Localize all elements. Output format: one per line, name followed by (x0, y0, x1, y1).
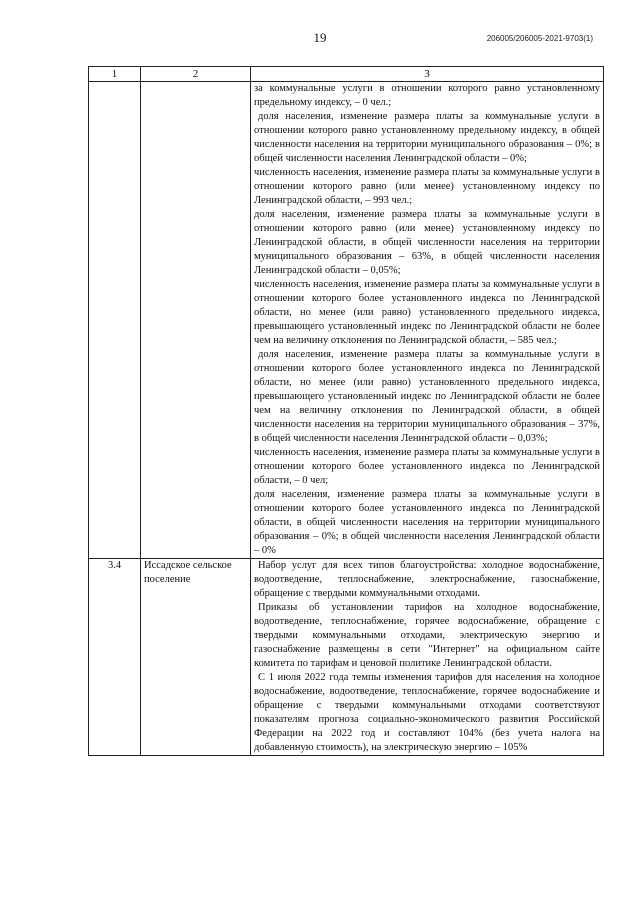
paragraph: Набор услуг для всех типов благоустройства: холодное водоснабжение, водоотведение, теплоснабжение, электроснабжение, газоснабжение, обращение с твердыми коммунальными отходами. (254, 560, 600, 599)
document-id: 206005/206005-2021-9703(1) (486, 34, 593, 43)
header-cell-3: 3 (251, 67, 604, 82)
paragraph: доля населения, изменение размера платы за коммунальные услуги в отношении которого более установленного индекса по Ленинградской области, но менее (или равно) установленного предельного индекса, превышающего установленный индекс по Ленинградской области не более чем на величину отклонения по Ленинградской области, в общей численности населения на территории муниципального образования – 37%, в общей численности населения Ленинградской области – 0,03%; (254, 349, 600, 444)
table-header-row (89, 67, 604, 82)
paragraph: численность населения, изменение размера платы за коммунальные услуги в отношении которого равно (или менее) установленному индексу по Ленинградской области, – 993 чел.; (254, 167, 600, 206)
paragraph: С 1 июля 2022 года темпы изменения тарифов для населения на холодное водоснабжение, водоотведение, теплоснабжение, горячее водоснабжение и обращение с твердыми коммунальными отходами соответствуют показателям прогноза социально-экономического развития Российской Федерации на 2022 год и составляют 104% (без учета налога на добавленную стоимость), на электрическую энергию – 105% (254, 672, 600, 753)
paragraph: численность населения, изменение размера платы за коммунальные услуги в отношении которого более установленного индекса по Ленинградской области, – 0 чел; (254, 447, 600, 486)
page-number: 19 (313, 30, 327, 45)
paragraph: доля населения, изменение размера платы за коммунальные услуги в отношении которого равно установленному предельному индексу, в общей численности населения на территории муниципального образования – 0%; в общей численности населения Ленинградской области – 0%; (254, 111, 600, 164)
header-cell-2: 2 (141, 67, 251, 82)
description-cell (251, 82, 604, 559)
table-row (89, 559, 604, 756)
header-cell-1: 1 (89, 67, 141, 82)
paragraph: численность населения, изменение размера платы за коммунальные услуги в отношении которого более установленного индекса по Ленинградской области, но менее (или равно) установленного предельного индекса, превышающего установленный индекс по Ленинградской области не более чем на величину отклонения по Ленинградской области, – 585 чел.; (254, 279, 600, 346)
table-row (89, 82, 604, 559)
document-table (88, 66, 604, 756)
paragraph: доля населения, изменение размера платы за коммунальные услуги в отношении которого более установленного индекса по Ленинградской области, в общей численности населения на территории муниципального образования – 0%; в общей численности населения Ленинградской области – 0% (254, 489, 600, 556)
description-cell (251, 559, 604, 756)
paragraph: доля населения, изменение размера платы за коммунальные услуги в отношении которого равно (или менее) установленному индексу по Ленинградской области, в общей численности населения на территории муниципального образования – 63%, в общей численности населения Ленинградской области – 0,05%; (254, 209, 600, 276)
municipality-name (141, 82, 251, 559)
paragraph: за коммунальные услуги в отношении которого равно установленному предельному индексу, – 0 чел.; (254, 83, 600, 108)
paragraph: Приказы об установлении тарифов на холодное водоснабжение, водоотведение, теплоснабжение, горячее водоснабжение, обращение с твердыми коммунальными отходами, электрическую энергию и газоснабжение размещены в сети "Интернет" на официальном сайте комитета по тарифам и ценовой политике Ленинградской области. (254, 602, 600, 669)
municipality-name: Иссадское сельское поселение (141, 559, 251, 756)
row-number (89, 82, 141, 559)
row-number: 3.4 (89, 559, 141, 756)
